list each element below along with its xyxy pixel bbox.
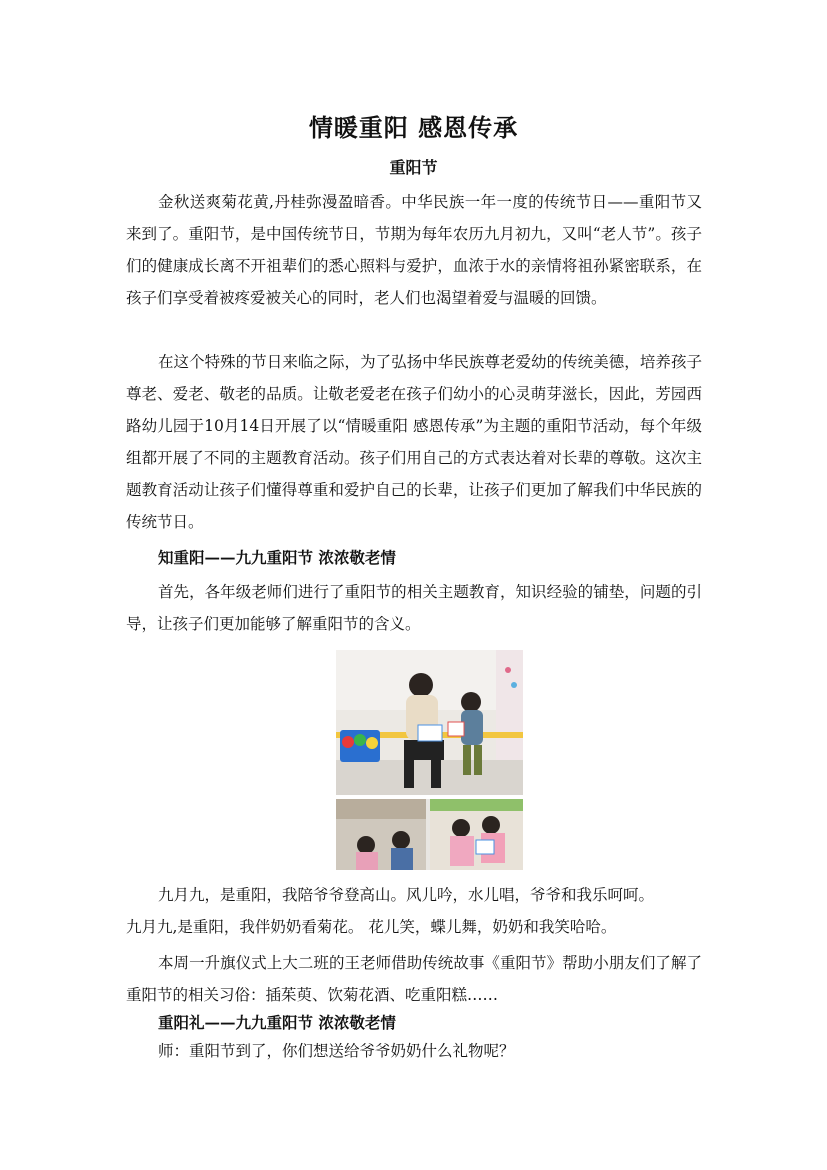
- paragraph-teaching: 首先，各年级老师们进行了重阳节的相关主题教育，知识经验的铺垫，问题的引导，让孩子们更加能够了解重阳节的含义。: [126, 583, 702, 633]
- paragraph-flag-ceremony: 本周一升旗仪式上大二班的王老师借助传统故事《重阳节》帮助小朋友们了解了重阳节的相关习俗：插茱萸、饮菊花酒、吃重阳糕……: [126, 954, 702, 1004]
- paragraph-activity: 在这个特殊的节日来临之际，为了弘扬中华民族尊老爱幼的传统美德，培养孩子尊老、爱老、敬老的品质。让敬老爱老在孩子们幼小的心灵萌芽滋长，因此，芳园西路幼儿园于10月14日开展了以“情暖重阳 感恩传承”为主题的重阳节活动，每个年级组都开展了不同的主题教育活动。孩子们用自己的方式表达着对长辈的尊敬。这次主题教育活动让孩子们懂得尊重和爱护自己的长辈，让孩子们更加了解我们中华民族的传统节日。: [126, 353, 702, 531]
- teacher-question-line: 师：重阳节到了，你们想送给爷爷奶奶什么礼物呢？: [158, 1042, 515, 1060]
- document-subtitle: 重阳节: [389, 158, 438, 177]
- poem-line-1: 九月九，是重阳，我陪爷爷登高山。风儿吟，水儿唱，爷爷和我乐呵呵。: [158, 886, 655, 904]
- paragraph-intro: 金秋送爽菊花黄,丹桂弥漫盈暗香。中华民族一年一度的传统节日——重阳节又来到了。重阳节，是中国传统节日，节期为每年农历九月初九，又叫“老人节”。孩子们的健康成长离不开祖辈们的悉心照料与爱护，血浓于水的亲情将祖孙紧密联系，在孩子们享受着被疼爱被关心的同时，老人们也渴望着爱与温暖的回馈。: [126, 193, 702, 307]
- activity-photo-illustration: [336, 650, 523, 870]
- poem-line-2: 九月九,是重阳，我伴奶奶看菊花。 花儿笑，蝶儿舞，奶奶和我笑哈哈。: [126, 918, 617, 936]
- document-title: 情暖重阳 感恩传承: [308, 113, 519, 142]
- section-heading-know: 知重阳——九九重阳节 浓浓敬老情: [158, 548, 396, 567]
- activity-photo: [336, 650, 523, 870]
- section-heading-gift: 重阳礼——九九重阳节 浓浓敬老情: [158, 1013, 396, 1032]
